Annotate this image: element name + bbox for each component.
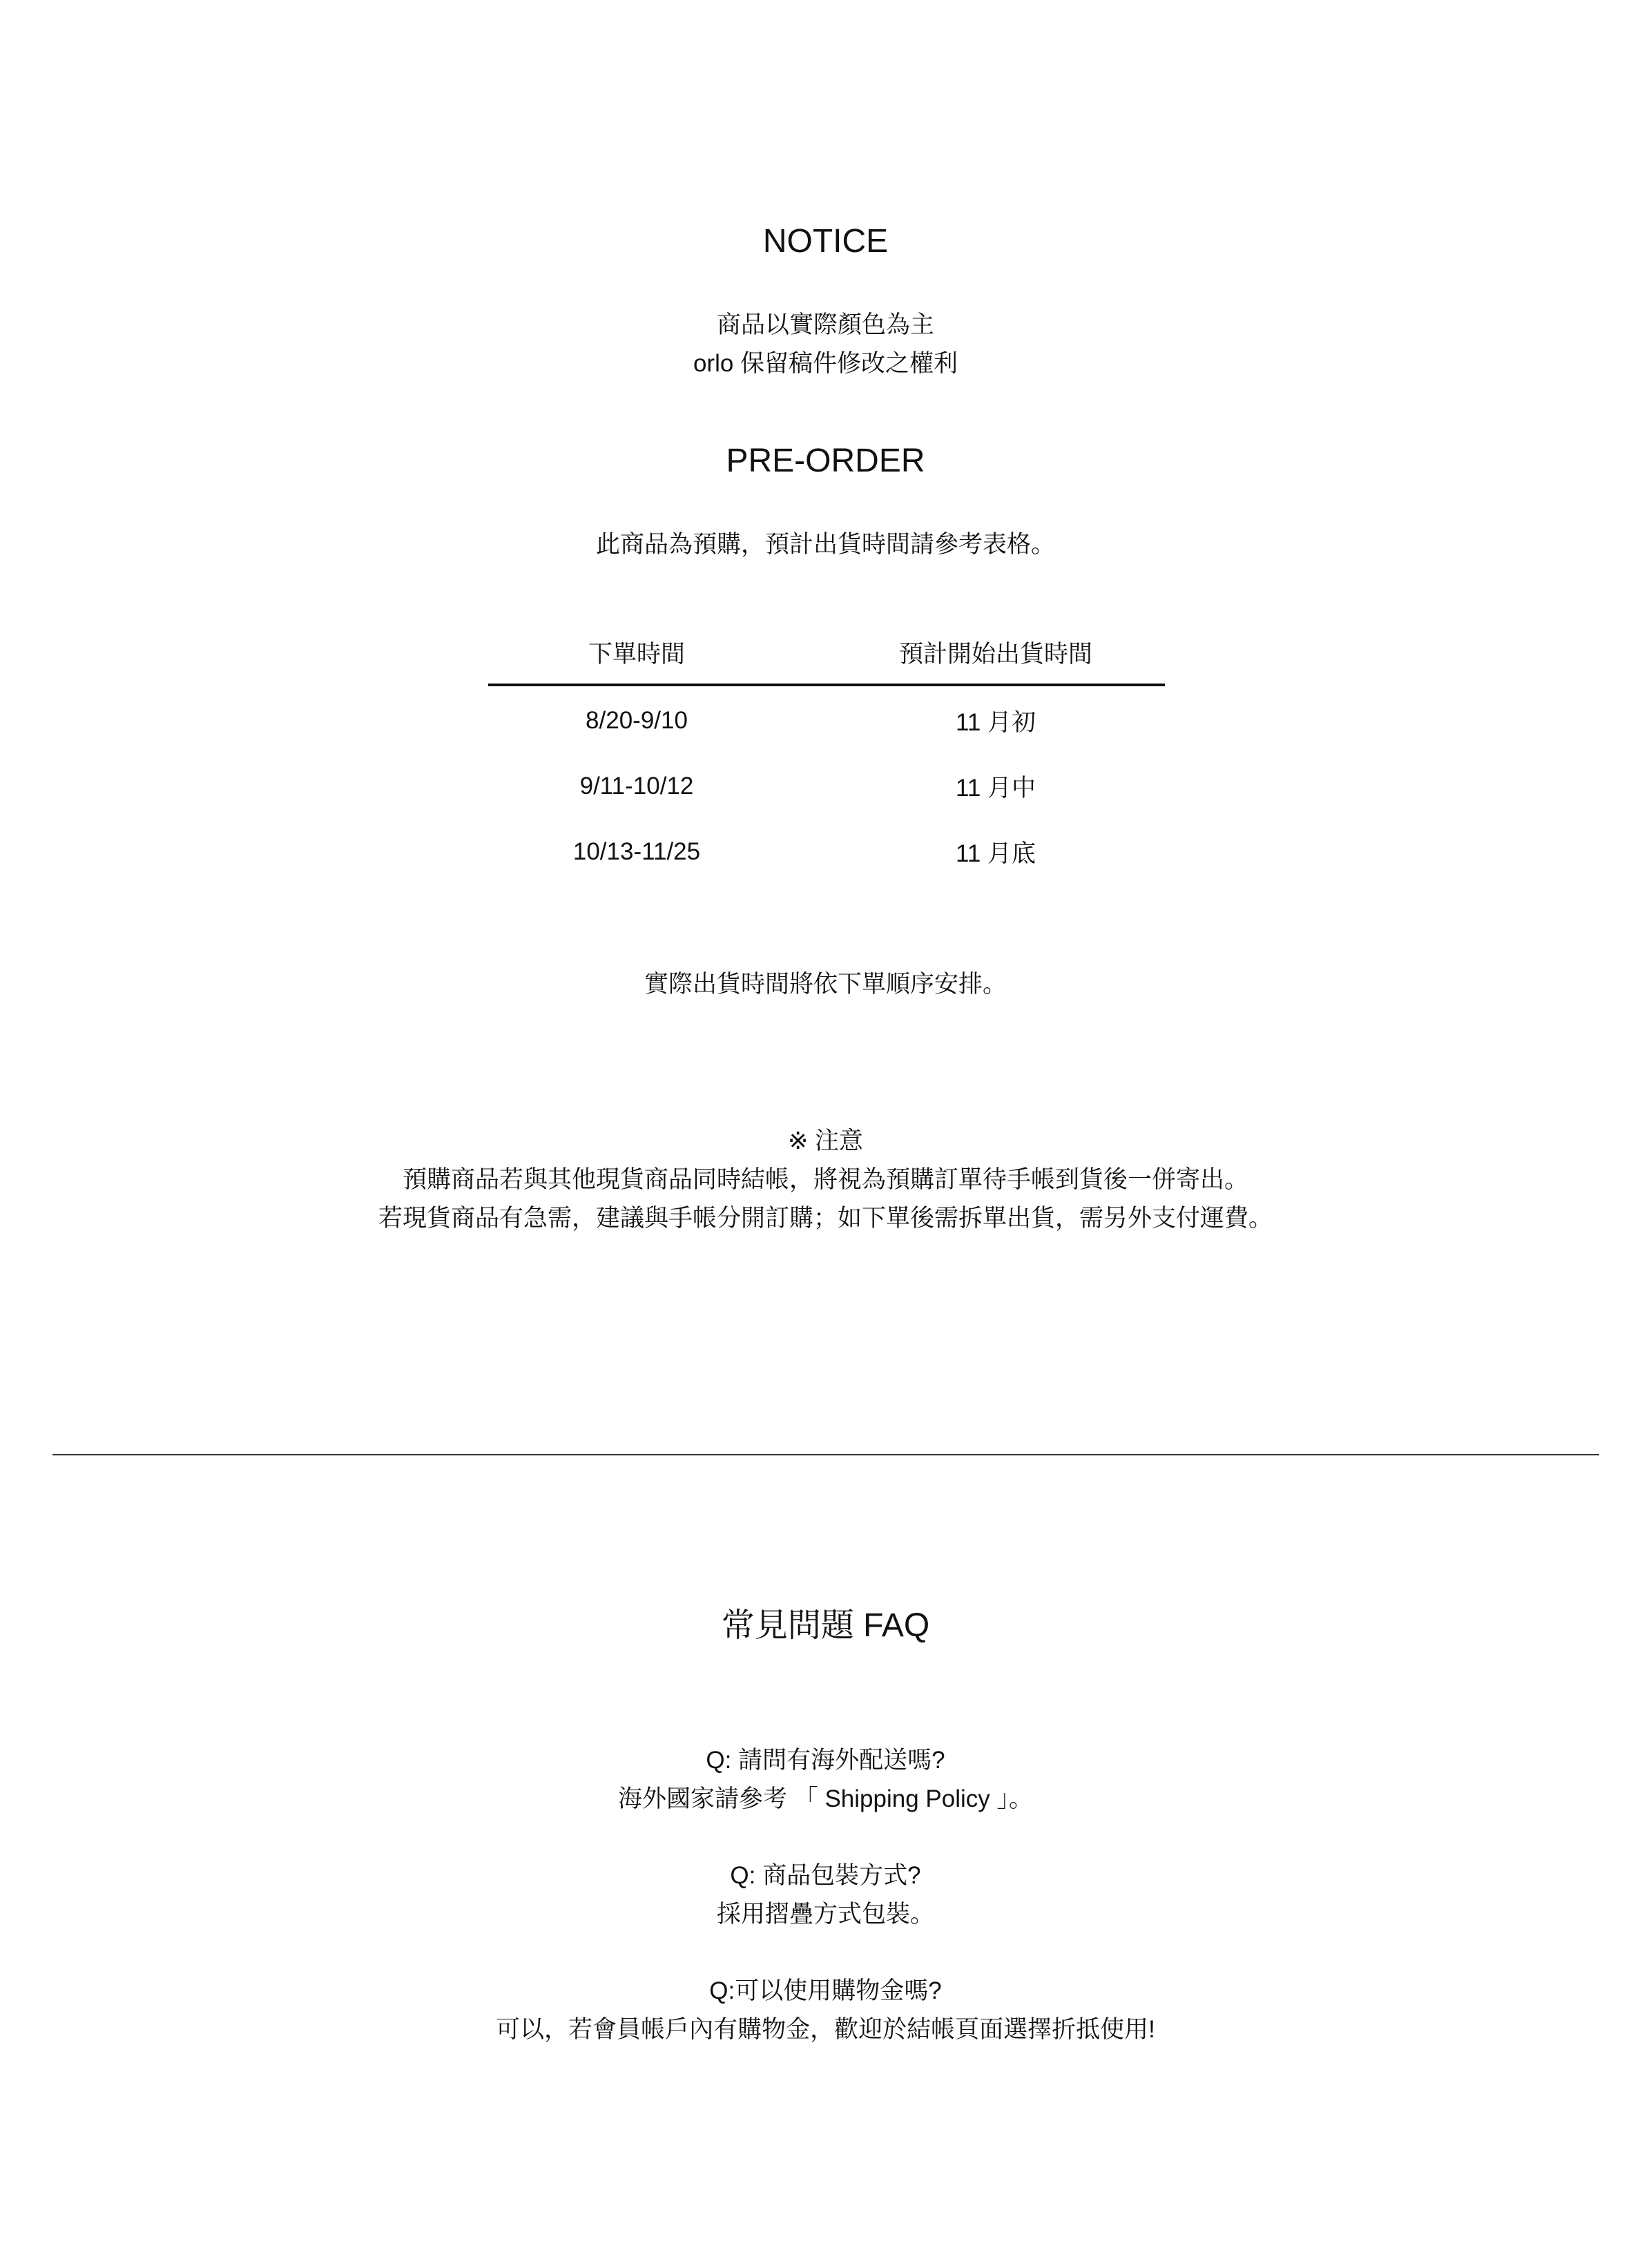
table-row <box>488 753 1165 819</box>
faq-title: 常見問題 FAQ <box>721 1607 930 1644</box>
preorder-note <box>0 1122 1651 1238</box>
notice-line: 商品以實際顏色為主 <box>716 311 934 338</box>
table-cell-order-date: 10/13-11/25 <box>572 837 701 865</box>
note-title: ※ 注意 <box>787 1127 864 1154</box>
table-header-row <box>488 621 1165 686</box>
note-line: 預購商品若與其他現貨商品同時結帳，將視為預購訂單待手帳到貨後一併寄出。 <box>402 1166 1248 1193</box>
notice-title: NOTICE <box>762 223 889 260</box>
faq-question: Q: 請問有海外配送嗎? <box>706 1747 945 1774</box>
preorder-footnote: 實際出貨時間將依下單順序安排。 <box>644 971 1007 998</box>
faq-item <box>0 1741 1651 1819</box>
preorder-intro: 此商品為預購，預計出貨時間請參考表格。 <box>595 531 1055 558</box>
note-line: 若現貨商品有急需，建議與手帳分開訂購；如下單後需拆單出貨，需另外支付運費。 <box>378 1205 1273 1232</box>
faq-answer: 可以，若會員帳戶內有購物金，歡迎於結帳頁面選擇折抵使用! <box>496 2016 1155 2043</box>
notice-line: orlo 保留稿件修改之權利 <box>693 350 958 377</box>
table-cell-ship-date: 11 月底 <box>955 840 1036 867</box>
preorder-title: PRE-ORDER <box>726 443 925 479</box>
table-cell-order-date: 8/20-9/10 <box>586 706 688 734</box>
faq-item <box>0 1857 1651 1934</box>
preorder-schedule-table <box>488 621 1165 884</box>
section-divider <box>52 1454 1599 1455</box>
faq-question: Q:可以使用購物金嗎? <box>709 1977 942 2004</box>
faq-question: Q: 商品包裝方式? <box>730 1862 921 1889</box>
table-row <box>488 688 1165 753</box>
faq-item <box>0 1972 1651 2049</box>
notice-text <box>0 306 1651 383</box>
table-row <box>488 819 1165 884</box>
faq-answer: 海外國家請參考 「 Shipping Policy 」。 <box>618 1785 1033 1812</box>
table-cell-ship-date: 11 月初 <box>955 708 1036 736</box>
faq-answer: 採用摺疊方式包裝。 <box>716 1901 934 1928</box>
table-cell-order-date: 9/11-10/12 <box>579 772 694 799</box>
table-header-cell: 預計開始出貨時間 <box>898 641 1092 668</box>
table-cell-ship-date: 11 月中 <box>955 774 1036 802</box>
table-header-cell: 下單時間 <box>588 641 685 668</box>
